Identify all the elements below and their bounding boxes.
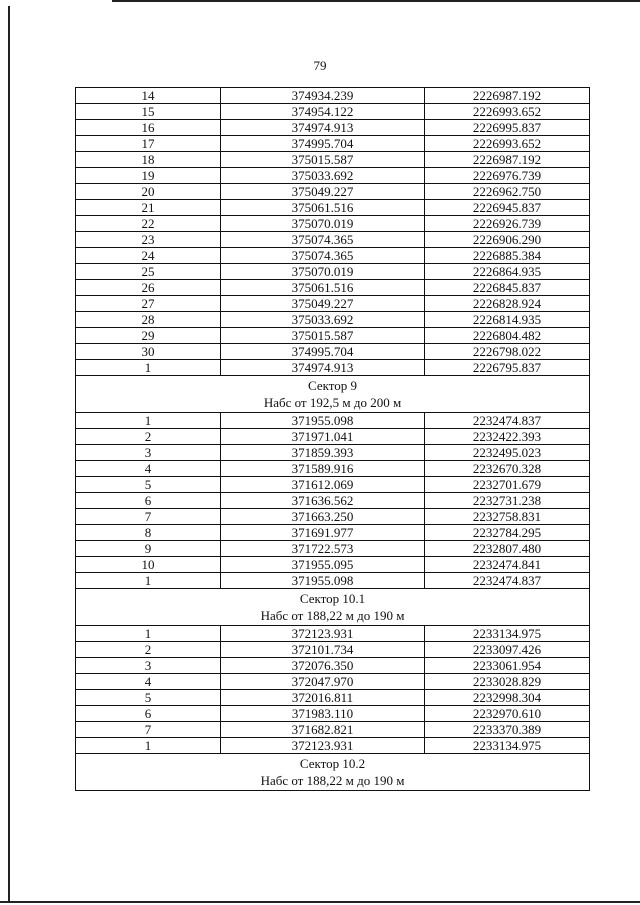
point-number-cell: 25 (76, 264, 221, 280)
table-row (76, 690, 590, 706)
table-row (76, 674, 590, 690)
y-coordinate-cell: 2226926.739 (425, 216, 590, 232)
x-coordinate-cell: 371636.562 (221, 493, 425, 509)
y-coordinate-cell: 2226804.482 (425, 328, 590, 344)
x-coordinate-cell: 375049.227 (221, 296, 425, 312)
table-row (76, 445, 590, 461)
table-row (76, 626, 590, 642)
y-coordinate-cell: 2233134.975 (425, 626, 590, 642)
x-coordinate-cell: 371859.393 (221, 445, 425, 461)
y-coordinate-cell: 2233061.954 (425, 658, 590, 674)
y-coordinate-cell: 2232731.238 (425, 493, 590, 509)
table-row (76, 200, 590, 216)
point-number-cell: 7 (76, 722, 221, 738)
page-border-left (8, 6, 10, 901)
x-coordinate-cell: 371955.095 (221, 557, 425, 573)
x-coordinate-cell: 375033.692 (221, 168, 425, 184)
point-number-cell: 29 (76, 328, 221, 344)
sector-header-cell (76, 376, 590, 413)
y-coordinate-cell: 2226962.750 (425, 184, 590, 200)
y-coordinate-cell: 2232758.831 (425, 509, 590, 525)
table-row (76, 344, 590, 360)
y-coordinate-cell: 2232670.328 (425, 461, 590, 477)
point-number-cell: 18 (76, 152, 221, 168)
x-coordinate-cell: 371971.041 (221, 429, 425, 445)
x-coordinate-cell: 375061.516 (221, 280, 425, 296)
sector-header-cell (76, 754, 590, 791)
y-coordinate-cell: 2232807.480 (425, 541, 590, 557)
x-coordinate-cell: 371682.821 (221, 722, 425, 738)
x-coordinate-cell: 372047.970 (221, 674, 425, 690)
x-coordinate-cell: 374974.913 (221, 360, 425, 376)
x-coordinate-cell: 375074.365 (221, 232, 425, 248)
point-number-cell: 17 (76, 136, 221, 152)
y-coordinate-cell: 2226906.290 (425, 232, 590, 248)
point-number-cell: 4 (76, 674, 221, 690)
table-row (76, 642, 590, 658)
table-row (76, 509, 590, 525)
x-coordinate-cell: 371983.110 (221, 706, 425, 722)
point-number-cell: 5 (76, 690, 221, 706)
table-row (76, 360, 590, 376)
y-coordinate-cell: 2232474.841 (425, 557, 590, 573)
x-coordinate-cell: 374974.913 (221, 120, 425, 136)
table-row (76, 312, 590, 328)
sector-title: Сектор 10.2 (299, 756, 366, 771)
y-coordinate-cell: 2226945.837 (425, 200, 590, 216)
table-row (76, 658, 590, 674)
table-row (76, 328, 590, 344)
table-row (76, 477, 590, 493)
y-coordinate-cell: 2232784.295 (425, 525, 590, 541)
table-row (76, 429, 590, 445)
point-number-cell: 9 (76, 541, 221, 557)
point-number-cell: 4 (76, 461, 221, 477)
table-row (76, 168, 590, 184)
x-coordinate-cell: 371589.916 (221, 461, 425, 477)
x-coordinate-cell: 371955.098 (221, 573, 425, 589)
table-row (76, 216, 590, 232)
point-number-cell: 15 (76, 104, 221, 120)
point-number-cell: 21 (76, 200, 221, 216)
table-row (76, 88, 590, 104)
table-row (76, 706, 590, 722)
x-coordinate-cell: 374995.704 (221, 136, 425, 152)
x-coordinate-cell: 372101.734 (221, 642, 425, 658)
y-coordinate-cell: 2226993.652 (425, 104, 590, 120)
sector-header-row (76, 754, 590, 791)
y-coordinate-cell: 2226885.384 (425, 248, 590, 264)
x-coordinate-cell: 372076.350 (221, 658, 425, 674)
table-row (76, 738, 590, 754)
y-coordinate-cell: 2233370.389 (425, 722, 590, 738)
table-row (76, 232, 590, 248)
y-coordinate-cell: 2232422.393 (425, 429, 590, 445)
x-coordinate-cell: 375070.019 (221, 264, 425, 280)
point-number-cell: 2 (76, 642, 221, 658)
point-number-cell: 1 (76, 626, 221, 642)
y-coordinate-cell: 2233097.426 (425, 642, 590, 658)
page-border-bottom (0, 901, 640, 903)
table-row (76, 264, 590, 280)
y-coordinate-cell: 2226987.192 (425, 152, 590, 168)
table-row (76, 104, 590, 120)
y-coordinate-cell: 2226845.837 (425, 280, 590, 296)
table-row (76, 152, 590, 168)
table-row (76, 184, 590, 200)
y-coordinate-cell: 2232970.610 (425, 706, 590, 722)
point-number-cell: 20 (76, 184, 221, 200)
y-coordinate-cell: 2226995.837 (425, 120, 590, 136)
table-row (76, 248, 590, 264)
table-row (76, 413, 590, 429)
table-row (76, 525, 590, 541)
point-number-cell: 1 (76, 573, 221, 589)
y-coordinate-cell: 2226987.192 (425, 88, 590, 104)
point-number-cell: 3 (76, 658, 221, 674)
x-coordinate-cell: 374954.122 (221, 104, 425, 120)
table-row (76, 296, 590, 312)
table-row (76, 493, 590, 509)
y-coordinate-cell: 2232474.837 (425, 573, 590, 589)
point-number-cell: 1 (76, 738, 221, 754)
point-number-cell: 16 (76, 120, 221, 136)
y-coordinate-cell: 2233134.975 (425, 738, 590, 754)
point-number-cell: 8 (76, 525, 221, 541)
point-number-cell: 5 (76, 477, 221, 493)
x-coordinate-cell: 371663.250 (221, 509, 425, 525)
point-number-cell: 1 (76, 413, 221, 429)
x-coordinate-cell: 375033.692 (221, 312, 425, 328)
y-coordinate-cell: 2226795.837 (425, 360, 590, 376)
x-coordinate-cell: 371612.069 (221, 477, 425, 493)
sector-header-cell (76, 589, 590, 626)
sector-title: Сектор 10.1 (299, 591, 366, 606)
point-number-cell: 28 (76, 312, 221, 328)
y-coordinate-cell: 2232701.679 (425, 477, 590, 493)
y-coordinate-cell: 2226828.924 (425, 296, 590, 312)
x-coordinate-cell: 372016.811 (221, 690, 425, 706)
y-coordinate-cell: 2233028.829 (425, 674, 590, 690)
x-coordinate-cell: 375015.587 (221, 328, 425, 344)
point-number-cell: 30 (76, 344, 221, 360)
x-coordinate-cell: 372123.931 (221, 738, 425, 754)
y-coordinate-cell: 2232998.304 (425, 690, 590, 706)
point-number-cell: 26 (76, 280, 221, 296)
point-number-cell: 7 (76, 509, 221, 525)
table-row (76, 573, 590, 589)
y-coordinate-cell: 2232474.837 (425, 413, 590, 429)
point-number-cell: 6 (76, 706, 221, 722)
table-row (76, 136, 590, 152)
y-coordinate-cell: 2226993.652 (425, 136, 590, 152)
x-coordinate-cell: 374934.239 (221, 88, 425, 104)
sector-elevation-range: Набс от 192,5 м до 200 м (263, 395, 402, 410)
x-coordinate-cell: 374995.704 (221, 344, 425, 360)
y-coordinate-cell: 2226814.935 (425, 312, 590, 328)
y-coordinate-cell: 2226864.935 (425, 264, 590, 280)
x-coordinate-cell: 375074.365 (221, 248, 425, 264)
y-coordinate-cell: 2226798.022 (425, 344, 590, 360)
point-number-cell: 6 (76, 493, 221, 509)
point-number-cell: 22 (76, 216, 221, 232)
x-coordinate-cell: 371722.573 (221, 541, 425, 557)
point-number-cell: 27 (76, 296, 221, 312)
point-number-cell: 19 (76, 168, 221, 184)
x-coordinate-cell: 375049.227 (221, 184, 425, 200)
table-row (76, 120, 590, 136)
sector-elevation-range: Набс от 188,22 м до 190 м (260, 773, 405, 788)
point-number-cell: 24 (76, 248, 221, 264)
y-coordinate-cell: 2232495.023 (425, 445, 590, 461)
point-number-cell: 3 (76, 445, 221, 461)
x-coordinate-cell: 375015.587 (221, 152, 425, 168)
table-row (76, 461, 590, 477)
coordinates-table (75, 87, 590, 791)
sector-title: Сектор 9 (307, 378, 357, 393)
point-number-cell: 2 (76, 429, 221, 445)
x-coordinate-cell: 375070.019 (221, 216, 425, 232)
table-row (76, 557, 590, 573)
page-border-top (112, 0, 640, 2)
page-number: 79 (313, 58, 327, 73)
point-number-cell: 14 (76, 88, 221, 104)
table-row (76, 280, 590, 296)
table-row (76, 541, 590, 557)
x-coordinate-cell: 371691.977 (221, 525, 425, 541)
point-number-cell: 1 (76, 360, 221, 376)
x-coordinate-cell: 375061.516 (221, 200, 425, 216)
table-row (76, 722, 590, 738)
x-coordinate-cell: 372123.931 (221, 626, 425, 642)
sector-header-row (76, 376, 590, 413)
sector-elevation-range: Набс от 188,22 м до 190 м (260, 608, 405, 623)
y-coordinate-cell: 2226976.739 (425, 168, 590, 184)
x-coordinate-cell: 371955.098 (221, 413, 425, 429)
coordinates-table-body (76, 88, 590, 791)
point-number-cell: 23 (76, 232, 221, 248)
point-number-cell: 10 (76, 557, 221, 573)
sector-header-row (76, 589, 590, 626)
